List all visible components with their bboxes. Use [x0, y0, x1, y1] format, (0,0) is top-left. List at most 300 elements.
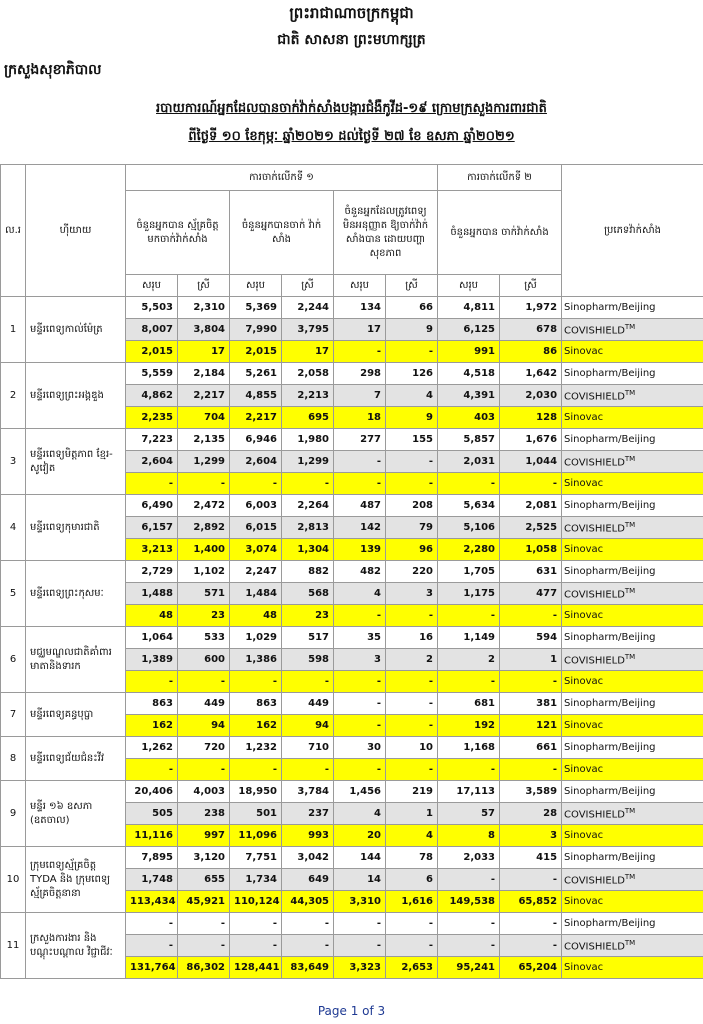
table-row — [1, 363, 703, 385]
value-cell: 1,149 — [438, 627, 500, 649]
value-cell: 57 — [438, 803, 500, 825]
value-cell: 2,472 — [178, 495, 230, 517]
value-cell: 2,235 — [126, 407, 178, 429]
vaccine-type-cell — [562, 715, 703, 737]
vaccine-type-cell — [562, 385, 703, 407]
value-cell: - — [500, 605, 562, 627]
value-cell: - — [126, 759, 178, 781]
vaccine-name: Sinopharm/Beijing — [564, 434, 656, 445]
vaccine-name: Sinovac — [564, 896, 604, 907]
value-cell: 6,003 — [230, 495, 282, 517]
value-cell: 381 — [500, 693, 562, 715]
value-cell: 2,280 — [438, 539, 500, 561]
value-cell: 20 — [334, 825, 386, 847]
hospital-name: ក្រសួងការងារ និង បណ្តុះបណ្តាល វិជ្ជាជីវៈ — [26, 913, 126, 979]
table-row — [1, 847, 703, 869]
value-cell: 14 — [334, 869, 386, 891]
header-total: សរុប — [230, 275, 282, 297]
value-cell: 17 — [282, 341, 334, 363]
value-cell: 600 — [178, 649, 230, 671]
value-cell: 1,064 — [126, 627, 178, 649]
vaccine-type-cell — [562, 847, 703, 869]
trademark-mark: TM — [624, 520, 636, 529]
value-cell: 4,862 — [126, 385, 178, 407]
value-cell: 1,676 — [500, 429, 562, 451]
value-cell: 4,391 — [438, 385, 500, 407]
value-cell: - — [386, 451, 438, 473]
header-dose2: ការចាក់លើកទី ២ — [438, 165, 562, 191]
value-cell: - — [282, 759, 334, 781]
value-cell: 44,305 — [282, 891, 334, 913]
value-cell: 2,264 — [282, 495, 334, 517]
vaccine-type-cell — [562, 495, 703, 517]
value-cell: 2,030 — [500, 385, 562, 407]
vaccine-type-cell — [562, 803, 703, 825]
hospital-name: មន្ទីរពេទ្យព្រះកុសមៈ — [26, 561, 126, 627]
value-cell: 2,033 — [438, 847, 500, 869]
vaccine-name: COVISHIELD — [564, 655, 625, 667]
value-cell: 1,980 — [282, 429, 334, 451]
value-cell: 83,649 — [282, 957, 334, 979]
header-female: ស្រី — [178, 275, 230, 297]
value-cell: 11,096 — [230, 825, 282, 847]
hospital-name: មន្ទីរ ១៦ ឧសភា (ឧតចាល) — [26, 781, 126, 847]
row-number: 2 — [1, 363, 26, 429]
value-cell: 9 — [386, 319, 438, 341]
hospital-name: មន្ទីរពេទ្យព្រះអង្គឌួង — [26, 363, 126, 429]
vaccine-type-cell — [562, 935, 703, 957]
value-cell: 23 — [282, 605, 334, 627]
vaccine-name: COVISHIELD — [564, 457, 625, 469]
value-cell: - — [386, 341, 438, 363]
header-female: ស្រី — [500, 275, 562, 297]
vaccine-name: Sinovac — [564, 764, 604, 775]
value-cell: 2,015 — [230, 341, 282, 363]
value-cell: 482 — [334, 561, 386, 583]
value-cell: 94 — [178, 715, 230, 737]
value-cell: 571 — [178, 583, 230, 605]
value-cell: 48 — [126, 605, 178, 627]
row-number: 6 — [1, 627, 26, 693]
header-total: សរុប — [438, 275, 500, 297]
value-cell: 517 — [282, 627, 334, 649]
value-cell: 1,705 — [438, 561, 500, 583]
header-registered: ចំនួនអ្នកបាន ស្ម័គ្រចិត្ត មកចាក់វ៉ាក់សាំង — [126, 191, 230, 275]
header-not-vaccinated: ចំនួនអ្នកដែលត្រូវពេទ្យ មិនអនុញ្ញាត ឱ្យចាក់វ៉ាក់សាំងបាន ដោយបញ្ហា សុខភាព — [334, 191, 438, 275]
kingdom-header: ព្រះរាជាណាចក្រកម្ពុជា — [289, 4, 414, 22]
header-total: សរុប — [126, 275, 178, 297]
vaccine-type-cell — [562, 363, 703, 385]
value-cell: 1,389 — [126, 649, 178, 671]
value-cell: 695 — [282, 407, 334, 429]
trademark-mark: TM — [624, 938, 636, 947]
value-cell: 991 — [438, 341, 500, 363]
value-cell: - — [500, 869, 562, 891]
value-cell: 9 — [386, 407, 438, 429]
value-cell: 3 — [334, 649, 386, 671]
value-cell: 2,184 — [178, 363, 230, 385]
row-number: 11 — [1, 913, 26, 979]
row-number: 7 — [1, 693, 26, 737]
vaccine-name: COVISHIELD — [564, 391, 625, 403]
table-row — [1, 429, 703, 451]
vaccine-name: COVISHIELD — [564, 325, 625, 337]
value-cell: - — [178, 759, 230, 781]
value-cell: 6,946 — [230, 429, 282, 451]
vaccine-type-cell — [562, 297, 703, 319]
value-cell: 1,972 — [500, 297, 562, 319]
value-cell: - — [386, 913, 438, 935]
value-cell: 28 — [500, 803, 562, 825]
header-vaccinated: ចំនួនអ្នកបានចាក់ វ៉ាក់សាំង — [230, 191, 334, 275]
value-cell: 2,058 — [282, 363, 334, 385]
value-cell: - — [230, 473, 282, 495]
value-cell: - — [334, 935, 386, 957]
value-cell: 18,950 — [230, 781, 282, 803]
value-cell: 661 — [500, 737, 562, 759]
value-cell: - — [334, 473, 386, 495]
vaccine-name: Sinovac — [564, 346, 604, 357]
value-cell: 128,441 — [230, 957, 282, 979]
value-cell: 1 — [500, 649, 562, 671]
vaccination-table-container — [0, 164, 703, 979]
value-cell: 6 — [386, 869, 438, 891]
value-cell: 487 — [334, 495, 386, 517]
value-cell: 1,058 — [500, 539, 562, 561]
trademark-mark: TM — [624, 388, 636, 397]
hospital-name: មន្ទីរពេទ្យជ័យជំនះវីវ — [26, 737, 126, 781]
value-cell: 1,262 — [126, 737, 178, 759]
vaccine-type-cell — [562, 737, 703, 759]
value-cell: 2,217 — [178, 385, 230, 407]
header-dose1: ការចាក់លើកទី ១ — [126, 165, 438, 191]
vaccine-type-cell — [562, 341, 703, 363]
value-cell: 997 — [178, 825, 230, 847]
value-cell: 192 — [438, 715, 500, 737]
vaccine-type-cell — [562, 451, 703, 473]
vaccine-name: COVISHIELD — [564, 589, 625, 601]
value-cell: - — [282, 473, 334, 495]
table-row — [1, 561, 703, 583]
row-number: 9 — [1, 781, 26, 847]
value-cell: 17 — [178, 341, 230, 363]
value-cell: 5,261 — [230, 363, 282, 385]
value-cell: - — [126, 913, 178, 935]
vaccine-name: Sinopharm/Beijing — [564, 566, 656, 577]
trademark-mark: TM — [624, 454, 636, 463]
value-cell: - — [386, 671, 438, 693]
value-cell: 882 — [282, 561, 334, 583]
vaccine-type-cell — [562, 913, 703, 935]
vaccine-name: Sinopharm/Beijing — [564, 852, 656, 863]
value-cell: 1,734 — [230, 869, 282, 891]
vaccine-name: Sinopharm/Beijing — [564, 742, 656, 753]
value-cell: - — [438, 473, 500, 495]
value-cell: 277 — [334, 429, 386, 451]
value-cell: 3,042 — [282, 847, 334, 869]
value-cell: - — [334, 451, 386, 473]
value-cell: 17,113 — [438, 781, 500, 803]
value-cell: 1,299 — [178, 451, 230, 473]
value-cell: - — [282, 935, 334, 957]
value-cell: 45,921 — [178, 891, 230, 913]
value-cell: 2,729 — [126, 561, 178, 583]
table-row — [1, 737, 703, 759]
value-cell: - — [334, 913, 386, 935]
value-cell: 5,106 — [438, 517, 500, 539]
vaccine-name: Sinovac — [564, 478, 604, 489]
value-cell: - — [386, 605, 438, 627]
value-cell: 594 — [500, 627, 562, 649]
value-cell: 3,589 — [500, 781, 562, 803]
value-cell: 3,795 — [282, 319, 334, 341]
value-cell: 505 — [126, 803, 178, 825]
value-cell: 1,304 — [282, 539, 334, 561]
value-cell: 3,074 — [230, 539, 282, 561]
value-cell: 23 — [178, 605, 230, 627]
value-cell: 35 — [334, 627, 386, 649]
vaccine-type-cell — [562, 891, 703, 913]
value-cell: 2,081 — [500, 495, 562, 517]
value-cell: 110,124 — [230, 891, 282, 913]
value-cell: 720 — [178, 737, 230, 759]
value-cell: 678 — [500, 319, 562, 341]
value-cell: 20,406 — [126, 781, 178, 803]
value-cell: 863 — [126, 693, 178, 715]
vaccine-name: Sinovac — [564, 720, 604, 731]
value-cell: - — [334, 693, 386, 715]
value-cell: - — [386, 715, 438, 737]
value-cell: - — [438, 759, 500, 781]
value-cell: 2,604 — [230, 451, 282, 473]
value-cell: 131,764 — [126, 957, 178, 979]
value-cell: 1,232 — [230, 737, 282, 759]
value-cell: - — [334, 671, 386, 693]
value-cell: 4 — [386, 825, 438, 847]
value-cell: - — [500, 913, 562, 935]
value-cell: - — [438, 671, 500, 693]
vaccination-table-body — [1, 297, 703, 979]
value-cell: 3,323 — [334, 957, 386, 979]
value-cell: 155 — [386, 429, 438, 451]
value-cell: 649 — [282, 869, 334, 891]
value-cell: 993 — [282, 825, 334, 847]
value-cell: 415 — [500, 847, 562, 869]
value-cell: 1,102 — [178, 561, 230, 583]
value-cell: 1,616 — [386, 891, 438, 913]
vaccine-type-cell — [562, 561, 703, 583]
vaccine-type-cell — [562, 319, 703, 341]
value-cell: - — [126, 473, 178, 495]
vaccine-name: Sinovac — [564, 676, 604, 687]
value-cell: 2 — [438, 649, 500, 671]
value-cell: 7,990 — [230, 319, 282, 341]
value-cell: 1,488 — [126, 583, 178, 605]
value-cell: 8,007 — [126, 319, 178, 341]
value-cell: 704 — [178, 407, 230, 429]
row-number: 1 — [1, 297, 26, 363]
row-number: 3 — [1, 429, 26, 495]
vaccine-name: Sinovac — [564, 610, 604, 621]
value-cell: 65,852 — [500, 891, 562, 913]
trademark-mark: TM — [624, 322, 636, 331]
value-cell: 4 — [334, 583, 386, 605]
value-cell: 18 — [334, 407, 386, 429]
trademark-mark: TM — [624, 652, 636, 661]
value-cell: - — [178, 913, 230, 935]
value-cell: - — [438, 869, 500, 891]
value-cell: - — [438, 605, 500, 627]
value-cell: 7,895 — [126, 847, 178, 869]
hospital-name: មជ្ឈមណ្ឌលជាតិគាំពារ មាតានិងទារក — [26, 627, 126, 693]
vaccine-name: Sinovac — [564, 412, 604, 423]
value-cell: 4 — [386, 385, 438, 407]
vaccine-name: COVISHIELD — [564, 809, 625, 821]
value-cell: 1,400 — [178, 539, 230, 561]
value-cell: 1,029 — [230, 627, 282, 649]
value-cell: 598 — [282, 649, 334, 671]
vaccine-name: COVISHIELD — [564, 875, 625, 887]
value-cell: - — [386, 473, 438, 495]
value-cell: 1,748 — [126, 869, 178, 891]
value-cell: - — [438, 935, 500, 957]
vaccine-name: Sinopharm/Beijing — [564, 918, 656, 929]
table-row — [1, 781, 703, 803]
value-cell: 78 — [386, 847, 438, 869]
hospital-name: មន្ទីរពេទ្យកុមារជាតិ — [26, 495, 126, 561]
vaccine-name: Sinovac — [564, 544, 604, 555]
value-cell: - — [230, 913, 282, 935]
value-cell: 149,538 — [438, 891, 500, 913]
value-cell: 219 — [386, 781, 438, 803]
value-cell: - — [178, 473, 230, 495]
vaccine-type-cell — [562, 407, 703, 429]
trademark-mark: TM — [624, 586, 636, 595]
value-cell: 17 — [334, 319, 386, 341]
value-cell: - — [230, 671, 282, 693]
hospital-name: ក្រុមពេទ្យស្ម័គ្រចិត្ត TYDA និង ក្រុមពេទ្យ ស្ម័គ្រចិត្តនានា — [26, 847, 126, 913]
vaccine-type-cell — [562, 781, 703, 803]
value-cell: 1,456 — [334, 781, 386, 803]
vaccine-type-cell — [562, 473, 703, 495]
vaccine-type-cell — [562, 539, 703, 561]
value-cell: 4,003 — [178, 781, 230, 803]
vaccine-type-cell — [562, 759, 703, 781]
table-row — [1, 627, 703, 649]
vaccine-type-cell — [562, 429, 703, 451]
value-cell: - — [438, 913, 500, 935]
value-cell: 2,525 — [500, 517, 562, 539]
value-cell: 2 — [386, 649, 438, 671]
value-cell: 86,302 — [178, 957, 230, 979]
value-cell: 4,518 — [438, 363, 500, 385]
value-cell: 139 — [334, 539, 386, 561]
vaccine-type-cell — [562, 869, 703, 891]
value-cell: 1,299 — [282, 451, 334, 473]
value-cell: 121 — [500, 715, 562, 737]
value-cell: 710 — [282, 737, 334, 759]
value-cell: 4,855 — [230, 385, 282, 407]
vaccine-type-cell — [562, 627, 703, 649]
national-motto: ជាតិ សាសនា ព្រះមហាក្សត្រ — [277, 32, 426, 48]
table-row — [1, 693, 703, 715]
report-date-range: ពីថ្ងៃទី ១០ ខែកុម្ភៈ ឆ្នាំ២០២១ ដល់ថ្ងៃទី ២៧ ខែ ឧសភា ឆ្នាំ២០២១ — [188, 129, 515, 144]
value-cell: - — [126, 935, 178, 957]
value-cell: 7 — [334, 385, 386, 407]
value-cell: 1,484 — [230, 583, 282, 605]
header-dose2-vaccinated: ចំនួនអ្នកបាន ចាក់វ៉ាក់សាំង — [438, 191, 562, 275]
vaccine-name: COVISHIELD — [564, 523, 625, 535]
value-cell: 449 — [282, 693, 334, 715]
value-cell: 2,213 — [282, 385, 334, 407]
value-cell: 655 — [178, 869, 230, 891]
value-cell: - — [178, 671, 230, 693]
value-cell: 2,247 — [230, 561, 282, 583]
value-cell: 162 — [230, 715, 282, 737]
header-hospital: ហ៊ីយាយ — [26, 165, 126, 297]
row-number: 4 — [1, 495, 26, 561]
vaccine-name: Sinopharm/Beijing — [564, 698, 656, 709]
vaccination-table — [0, 164, 703, 979]
value-cell: 6,015 — [230, 517, 282, 539]
value-cell: 113,434 — [126, 891, 178, 913]
value-cell: 3,310 — [334, 891, 386, 913]
value-cell: 449 — [178, 693, 230, 715]
value-cell: 142 — [334, 517, 386, 539]
header-vaccine-type: ប្រភេទវ៉ាក់សាំង — [562, 165, 703, 297]
vaccine-type-cell — [562, 957, 703, 979]
report-title: របាយការណ៍អ្នកដែលបានចាក់វ៉ាក់សាំងបង្ការជំងឺកូវីដ-១៩ ក្រោមក្រសួងការពារជាតិ — [156, 101, 547, 116]
table-row — [1, 297, 703, 319]
value-cell: 5,857 — [438, 429, 500, 451]
value-cell: 3 — [500, 825, 562, 847]
value-cell: 96 — [386, 539, 438, 561]
value-cell: 65,204 — [500, 957, 562, 979]
vaccine-name: Sinopharm/Beijing — [564, 368, 656, 379]
vaccine-name: COVISHIELD — [564, 941, 625, 953]
value-cell: 48 — [230, 605, 282, 627]
value-cell: 2,310 — [178, 297, 230, 319]
value-cell: - — [386, 693, 438, 715]
value-cell: 2,813 — [282, 517, 334, 539]
vaccine-type-cell — [562, 671, 703, 693]
value-cell: - — [178, 935, 230, 957]
value-cell: 162 — [126, 715, 178, 737]
hospital-name: មន្ទីរពេទ្យកាល់ម៉ែត្រ — [26, 297, 126, 363]
vaccine-type-cell — [562, 583, 703, 605]
value-cell: 3,804 — [178, 319, 230, 341]
value-cell: 128 — [500, 407, 562, 429]
value-cell: 30 — [334, 737, 386, 759]
value-cell: 1 — [386, 803, 438, 825]
value-cell: 6,490 — [126, 495, 178, 517]
header-no: ល.រ — [1, 165, 26, 297]
value-cell: 501 — [230, 803, 282, 825]
vaccine-name: Sinopharm/Beijing — [564, 302, 656, 313]
vaccine-type-cell — [562, 649, 703, 671]
value-cell: 2,604 — [126, 451, 178, 473]
value-cell: 3 — [386, 583, 438, 605]
value-cell: 126 — [386, 363, 438, 385]
value-cell: 238 — [178, 803, 230, 825]
value-cell: 7,223 — [126, 429, 178, 451]
value-cell: 3,120 — [178, 847, 230, 869]
value-cell: - — [500, 671, 562, 693]
value-cell: 10 — [386, 737, 438, 759]
value-cell: - — [230, 935, 282, 957]
value-cell: 403 — [438, 407, 500, 429]
value-cell: 2,217 — [230, 407, 282, 429]
